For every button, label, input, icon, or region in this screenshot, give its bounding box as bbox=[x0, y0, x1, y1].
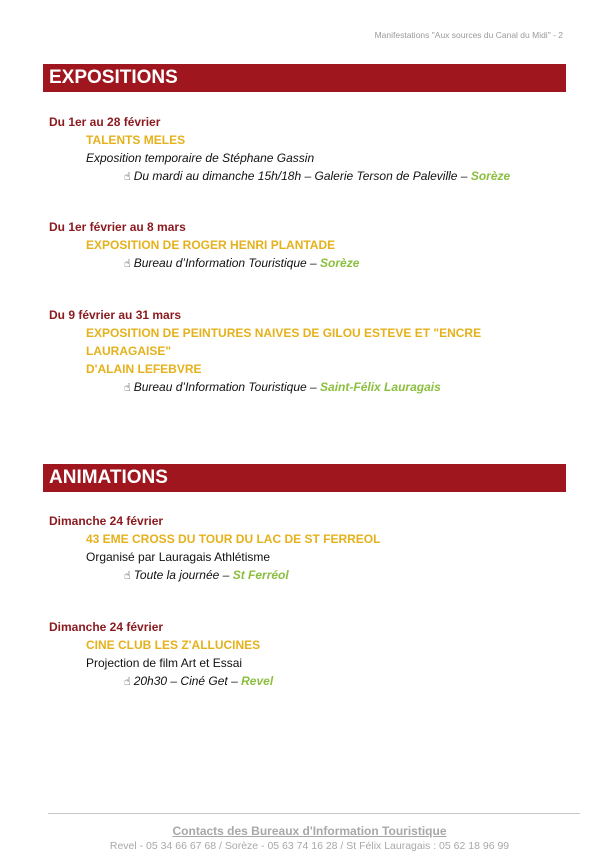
event-date: Dimanche 24 février bbox=[49, 620, 164, 634]
section-heading-expositions: EXPOSITIONS bbox=[43, 64, 566, 92]
event-title: TALENTS MELES bbox=[86, 133, 186, 147]
event-town: St Ferréol bbox=[232, 568, 289, 582]
hand-pointer-icon: ☝ bbox=[124, 171, 131, 183]
event-location bbox=[124, 254, 569, 273]
event-date: Du 1er au 28 février bbox=[49, 115, 161, 129]
event-location-text: Du mardi au dimanche 15h/18h – Galerie Terson de Paleville – bbox=[133, 169, 468, 183]
event-title: CINE CLUB LES Z'ALLUCINES bbox=[86, 638, 261, 652]
hand-pointer-icon: ☝ bbox=[124, 258, 131, 270]
exposition-entry bbox=[49, 218, 569, 273]
hand-pointer-icon: ☝ bbox=[124, 676, 131, 688]
event-town: Sorèze bbox=[320, 256, 360, 270]
section-heading-animations: ANIMATIONS bbox=[43, 464, 566, 492]
event-location-text: Bureau d’Information Touristique – bbox=[133, 256, 317, 270]
hand-pointer-icon: ☝ bbox=[124, 570, 131, 582]
exposition-entry bbox=[49, 113, 569, 186]
event-description: Exposition temporaire de Stéphane Gassin bbox=[86, 151, 315, 165]
event-location bbox=[124, 566, 569, 585]
animation-entry bbox=[49, 512, 569, 585]
event-title: EXPOSITION DE ROGER HENRI PLANTADE bbox=[86, 238, 336, 252]
event-location bbox=[124, 378, 569, 397]
footer-contacts: Revel - 05 34 66 67 68 / Sorèze - 05 63 74 16 28 / St Félix Lauragais : 05 62 18 96 99 bbox=[109, 840, 510, 852]
footer-divider bbox=[48, 813, 580, 814]
event-date: Dimanche 24 février bbox=[49, 514, 164, 528]
event-town: Sorèze bbox=[470, 169, 511, 183]
event-town: Revel bbox=[241, 674, 274, 688]
animation-entry bbox=[49, 618, 569, 691]
footer-title: Contacts des Bureaux d'Information Touristique bbox=[172, 824, 447, 838]
event-date: Du 1er février au 8 mars bbox=[49, 220, 186, 234]
event-location bbox=[124, 167, 569, 186]
event-date: Du 9 février au 31 mars bbox=[49, 308, 182, 322]
event-description: Projection de film Art et Essai bbox=[86, 656, 243, 670]
exposition-entry bbox=[49, 306, 569, 397]
event-title-line-1: EXPOSITION DE PEINTURES NAIVES DE GILOU ESTEVE ET "ENCRE LAURAGAISE" bbox=[86, 326, 482, 358]
hand-pointer-icon: ☝ bbox=[124, 382, 131, 394]
event-title: 43 EME CROSS DU TOUR DU LAC DE ST FERREOL bbox=[86, 532, 381, 546]
page-header: Manifestations "Aux sources du Canal du Midi" - 2 bbox=[374, 30, 563, 40]
event-location bbox=[124, 672, 569, 691]
event-location-text: 20h30 – Ciné Get – bbox=[133, 674, 238, 688]
event-town: Saint-Félix Lauragais bbox=[320, 380, 441, 394]
event-title-line-2: D'ALAIN LEFEBVRE bbox=[86, 362, 202, 376]
event-location-text: Toute la journée – bbox=[133, 568, 230, 582]
event-location-text: Bureau d’Information Touristique – bbox=[133, 380, 317, 394]
event-description: Organisé par Lauragais Athlétisme bbox=[86, 550, 271, 564]
